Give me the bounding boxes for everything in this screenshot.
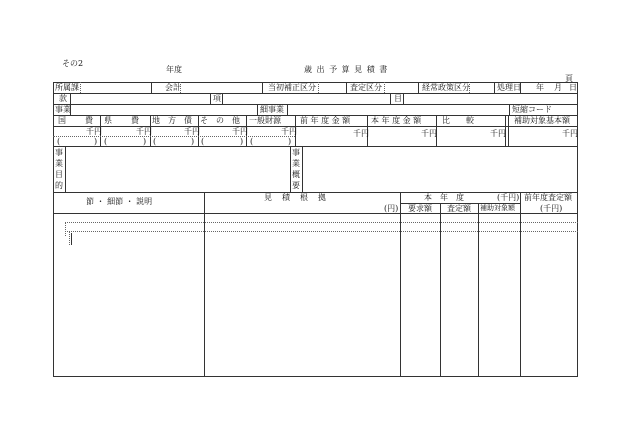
page-title: 歳 出 予 算 見 積 書 (304, 65, 389, 74)
other-unit: 千円 (232, 127, 248, 136)
prev-year-amount-label: 前 年 度 金 額 (300, 116, 351, 125)
general-paren-close: ) (288, 137, 292, 146)
detail-basis-area[interactable] (205, 214, 399, 376)
policy-category-label: 経常政策区分 (422, 83, 470, 92)
comparison-unit: 千円 (490, 129, 506, 138)
estimate-basis-label: 見 積 根 拠 (264, 193, 327, 202)
local-bond-label: 地 方 債 (152, 116, 192, 125)
kou-field[interactable] (223, 94, 389, 104)
thousand-yen-label: (千円) (497, 193, 520, 202)
prefectural-paren-close: ) (143, 137, 147, 146)
year-label: 年 (536, 83, 544, 92)
kan-field[interactable] (71, 94, 209, 104)
national-funds-label: 国 費 (58, 116, 94, 125)
sub-project-label: 細事業 (260, 105, 284, 114)
dept-label: 所属課 (55, 83, 79, 92)
project-purpose-field[interactable] (66, 147, 289, 191)
day-label: 日 (569, 83, 577, 92)
general-revenue-label: 一般財源 (249, 116, 281, 125)
other-paren-close: ) (240, 137, 244, 146)
prefectural-funds-label: 県 費 (104, 116, 140, 125)
project-summary-label: 事 業 概 要 (292, 148, 300, 190)
project-purpose-label: 事 業 目 的 (55, 148, 63, 190)
yen-unit-label: (円) (384, 204, 399, 213)
local-bond-paren-open: ( (153, 137, 157, 146)
month-label: 月 (554, 83, 562, 92)
processing-date-label: 処理日 (497, 83, 521, 92)
moku-label: 目 (394, 94, 402, 103)
national-paren-open: ( (57, 137, 61, 146)
prev-assessed-label: 前年度査定額 (524, 193, 572, 202)
kou-label: 項 (213, 94, 221, 103)
other-funds-label: そ の 他 (200, 116, 240, 125)
general-paren-open: ( (250, 137, 254, 146)
assessment-category-field[interactable] (385, 83, 417, 93)
prev-assessed-unit-label: (千円) (540, 204, 563, 213)
project-field[interactable] (71, 105, 256, 115)
request-amount-label: 要求額 (408, 204, 432, 213)
page-number-label: 頁 (565, 74, 573, 83)
other-paren-open: ( (201, 137, 205, 146)
sub-project-field[interactable] (288, 105, 508, 115)
section-subsection-label: 節 ・ 細節 ・ 説明 (86, 197, 153, 206)
prev-year-amount-input[interactable] (296, 127, 352, 146)
curr-amount-unit: 千円 (421, 129, 437, 138)
prefectural-unit: 千円 (136, 127, 152, 136)
detail-request-column[interactable] (401, 214, 439, 376)
local-bond-input[interactable] (151, 127, 183, 136)
detail-assessed-column[interactable] (441, 214, 477, 376)
prefectural-funds-input[interactable] (101, 127, 135, 136)
initial-supplement-field[interactable] (319, 83, 345, 93)
national-funds-input[interactable] (54, 127, 84, 136)
project-label: 事業 (55, 105, 71, 114)
national-paren-close: ) (94, 137, 98, 146)
general-revenue-input[interactable] (247, 127, 280, 136)
national-unit: 千円 (86, 127, 102, 136)
initial-supplement-label: 当初補正区分 (268, 83, 316, 92)
kan-label: 款 (59, 94, 67, 103)
this-year-label: 本 年 度 (424, 193, 464, 202)
other-funds-input[interactable] (199, 127, 231, 136)
general-unit: 千円 (281, 127, 297, 136)
assessment-category-label: 査定区分 (350, 83, 382, 92)
local-bond-unit: 千円 (184, 127, 200, 136)
detail-sections-area[interactable] (54, 214, 203, 376)
comparison-label: 比 較 (442, 116, 474, 125)
project-summary-field[interactable] (303, 147, 577, 191)
subsidy-amount-label: 補助対象額 (480, 204, 515, 212)
short-code-label: 短縮コード (512, 105, 552, 114)
subsidy-base-label: 補助対象基本額 (514, 116, 570, 125)
detail-subsidy-column[interactable] (479, 214, 519, 376)
dept-field[interactable] (81, 83, 151, 93)
subsidy-base-input[interactable] (509, 127, 561, 146)
account-label: 会計 (165, 83, 181, 92)
local-bond-paren-close: ) (191, 137, 195, 146)
moku-field[interactable] (404, 94, 577, 104)
prev-amount-unit: 千円 (353, 129, 369, 138)
detail-prev-assessed-column[interactable] (521, 214, 577, 376)
form-number: その2 (62, 59, 84, 68)
policy-category-field[interactable] (470, 83, 494, 93)
prefectural-paren-open: ( (104, 137, 108, 146)
subsidy-base-unit: 千円 (562, 129, 578, 138)
curr-year-amount-label: 本 年 度 金 額 (371, 116, 422, 125)
comparison-input[interactable] (437, 127, 489, 146)
account-field[interactable] (181, 83, 261, 93)
assessed-amount-label: 査定額 (447, 204, 471, 213)
fiscal-year-label: 年度 (166, 65, 182, 74)
curr-year-amount-input[interactable] (368, 127, 420, 146)
